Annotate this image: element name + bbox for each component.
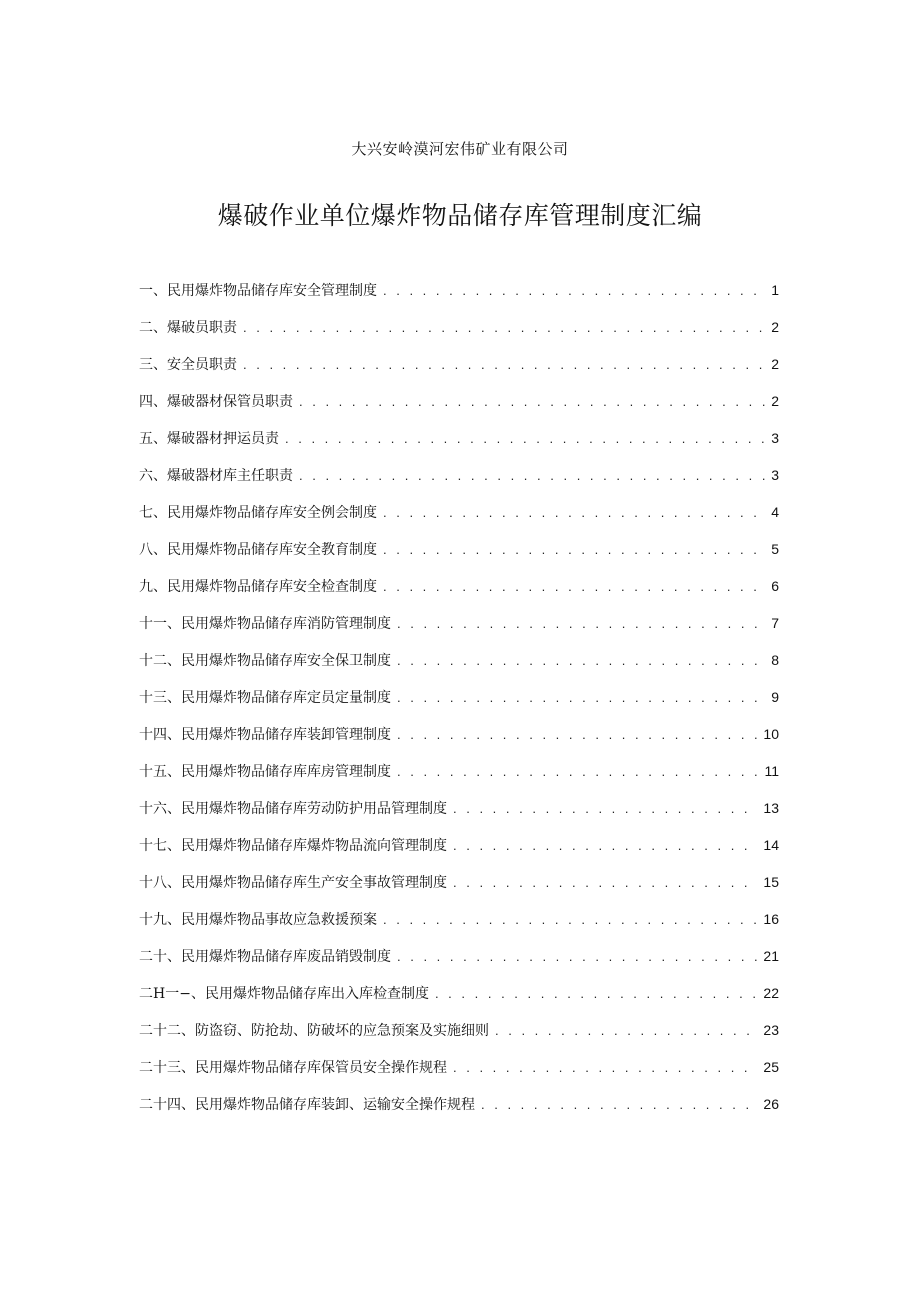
table-of-contents <box>139 280 779 1131</box>
toc-leader-dots <box>397 616 765 631</box>
toc-entry-page: 10 <box>763 726 779 742</box>
toc-entry-page: 21 <box>763 948 779 964</box>
toc-entry-label: 十四、民用爆炸物品储存库装卸管理制度 <box>139 727 391 743</box>
toc-leader-dots <box>495 1023 757 1038</box>
toc-entry[interactable] <box>139 946 779 983</box>
toc-entry-page: 3 <box>771 467 779 483</box>
toc-entry-label: 七、民用爆炸物品储存库安全例会制度 <box>139 505 377 521</box>
toc-leader-dots <box>397 690 765 705</box>
toc-entry-label: 六、爆破器材库主任职责 <box>139 468 293 484</box>
toc-entry-label: 二十三、民用爆炸物品储存库保管员安全操作规程 <box>139 1060 447 1076</box>
toc-entry[interactable] <box>139 317 779 354</box>
toc-leader-dots <box>383 283 765 298</box>
toc-leader-dots <box>481 1097 757 1112</box>
toc-entry-page: 11 <box>764 763 779 779</box>
toc-entry-label: 五、爆破器材押运员责 <box>139 431 279 447</box>
toc-entry-page: 2 <box>771 393 779 409</box>
toc-entry-label: 二十四、民用爆炸物品储存库装卸、运输安全操作规程 <box>139 1097 475 1113</box>
toc-entry-page: 23 <box>763 1022 779 1038</box>
toc-entry-label: 十三、民用爆炸物品储存库定员定量制度 <box>139 690 391 706</box>
toc-entry[interactable] <box>139 354 779 391</box>
toc-entry[interactable] <box>139 576 779 613</box>
toc-leader-dots <box>383 542 765 557</box>
toc-leader-dots <box>453 1060 757 1075</box>
toc-entry-label: 八、民用爆炸物品储存库安全教育制度 <box>139 542 377 558</box>
toc-leader-dots <box>383 579 765 594</box>
toc-leader-dots <box>397 727 757 742</box>
toc-entry-label: 三、安全员职责 <box>139 357 237 373</box>
toc-entry-page: 5 <box>771 541 779 557</box>
toc-entry[interactable] <box>139 502 779 539</box>
toc-entry-label: 四、爆破器材保管员职责 <box>139 394 293 410</box>
toc-entry[interactable] <box>139 724 779 761</box>
toc-entry-page: 3 <box>771 430 779 446</box>
toc-entry-page: 4 <box>771 504 779 520</box>
toc-entry-label: 十九、民用爆炸物品事故应急救援预案 <box>139 912 377 928</box>
toc-entry-label: 十八、民用爆炸物品储存库生产安全事故管理制度 <box>139 875 447 891</box>
toc-entry-page: 9 <box>771 689 779 705</box>
toc-entry-label: 二H一−、民用爆炸物品储存库出入库检查制度 <box>139 986 429 1002</box>
toc-entry-page: 22 <box>763 985 779 1001</box>
toc-entry-label: 二十、民用爆炸物品储存库废品销毁制度 <box>139 949 391 965</box>
toc-entry-label: 十七、民用爆炸物品储存库爆炸物品流向管理制度 <box>139 838 447 854</box>
toc-entry-page: 2 <box>771 356 779 372</box>
toc-leader-dots <box>243 357 765 372</box>
toc-entry[interactable] <box>139 280 779 317</box>
toc-leader-dots <box>285 431 765 446</box>
toc-entry-page: 7 <box>771 615 779 631</box>
toc-entry-label: 二、爆破员职责 <box>139 320 237 336</box>
toc-entry[interactable] <box>139 909 779 946</box>
toc-entry[interactable] <box>139 1057 779 1094</box>
toc-entry[interactable] <box>139 650 779 687</box>
toc-entry-page: 1 <box>771 282 779 298</box>
toc-entry[interactable] <box>139 1094 779 1131</box>
toc-entry[interactable] <box>139 687 779 724</box>
toc-leader-dots <box>299 394 765 409</box>
toc-entry[interactable] <box>139 465 779 502</box>
toc-entry-label: 一、民用爆炸物品储存库安全管理制度 <box>139 283 377 299</box>
toc-entry-label: 二十二、防盗窃、防抢劫、防破坏的应急预案及实施细则 <box>139 1023 489 1039</box>
toc-entry-page: 6 <box>771 578 779 594</box>
toc-leader-dots <box>243 320 765 335</box>
toc-entry-page: 2 <box>771 319 779 335</box>
toc-entry-page: 14 <box>763 837 779 853</box>
toc-entry-page: 16 <box>763 911 779 927</box>
document-title: 爆破作业单位爆炸物品储存库管理制度汇编 <box>217 201 703 230</box>
toc-entry[interactable] <box>139 539 779 576</box>
toc-entry[interactable] <box>139 872 779 909</box>
toc-leader-dots <box>397 764 758 779</box>
toc-entry[interactable] <box>139 983 779 1020</box>
toc-leader-dots <box>383 505 765 520</box>
toc-entry-label: 十一、民用爆炸物品储存库消防管理制度 <box>139 616 391 632</box>
toc-leader-dots <box>453 875 757 890</box>
toc-entry[interactable] <box>139 1020 779 1057</box>
toc-entry[interactable] <box>139 428 779 465</box>
toc-entry-label: 十二、民用爆炸物品储存库安全保卫制度 <box>139 653 391 669</box>
toc-entry-page: 25 <box>763 1059 779 1075</box>
toc-entry-label: 九、民用爆炸物品储存库安全检查制度 <box>139 579 377 595</box>
toc-leader-dots <box>383 912 757 927</box>
toc-entry[interactable] <box>139 835 779 872</box>
toc-entry-page: 13 <box>763 800 779 816</box>
toc-leader-dots <box>397 949 757 964</box>
toc-entry[interactable] <box>139 761 779 798</box>
toc-entry[interactable] <box>139 798 779 835</box>
toc-entry-label: 十六、民用爆炸物品储存库劳动防护用品管理制度 <box>139 801 447 817</box>
toc-entry-page: 15 <box>763 874 779 890</box>
toc-entry-page: 26 <box>763 1096 779 1112</box>
toc-leader-dots <box>453 838 757 853</box>
company-name: 大兴安岭漠河宏伟矿业有限公司 <box>351 140 569 158</box>
toc-leader-dots <box>435 986 757 1001</box>
toc-entry-page: 8 <box>771 652 779 668</box>
toc-entry[interactable] <box>139 613 779 650</box>
toc-leader-dots <box>397 653 765 668</box>
toc-entry-label: 十五、民用爆炸物品储存库库房管理制度 <box>139 764 391 780</box>
toc-entry[interactable] <box>139 391 779 428</box>
toc-leader-dots <box>453 801 757 816</box>
toc-leader-dots <box>299 468 765 483</box>
